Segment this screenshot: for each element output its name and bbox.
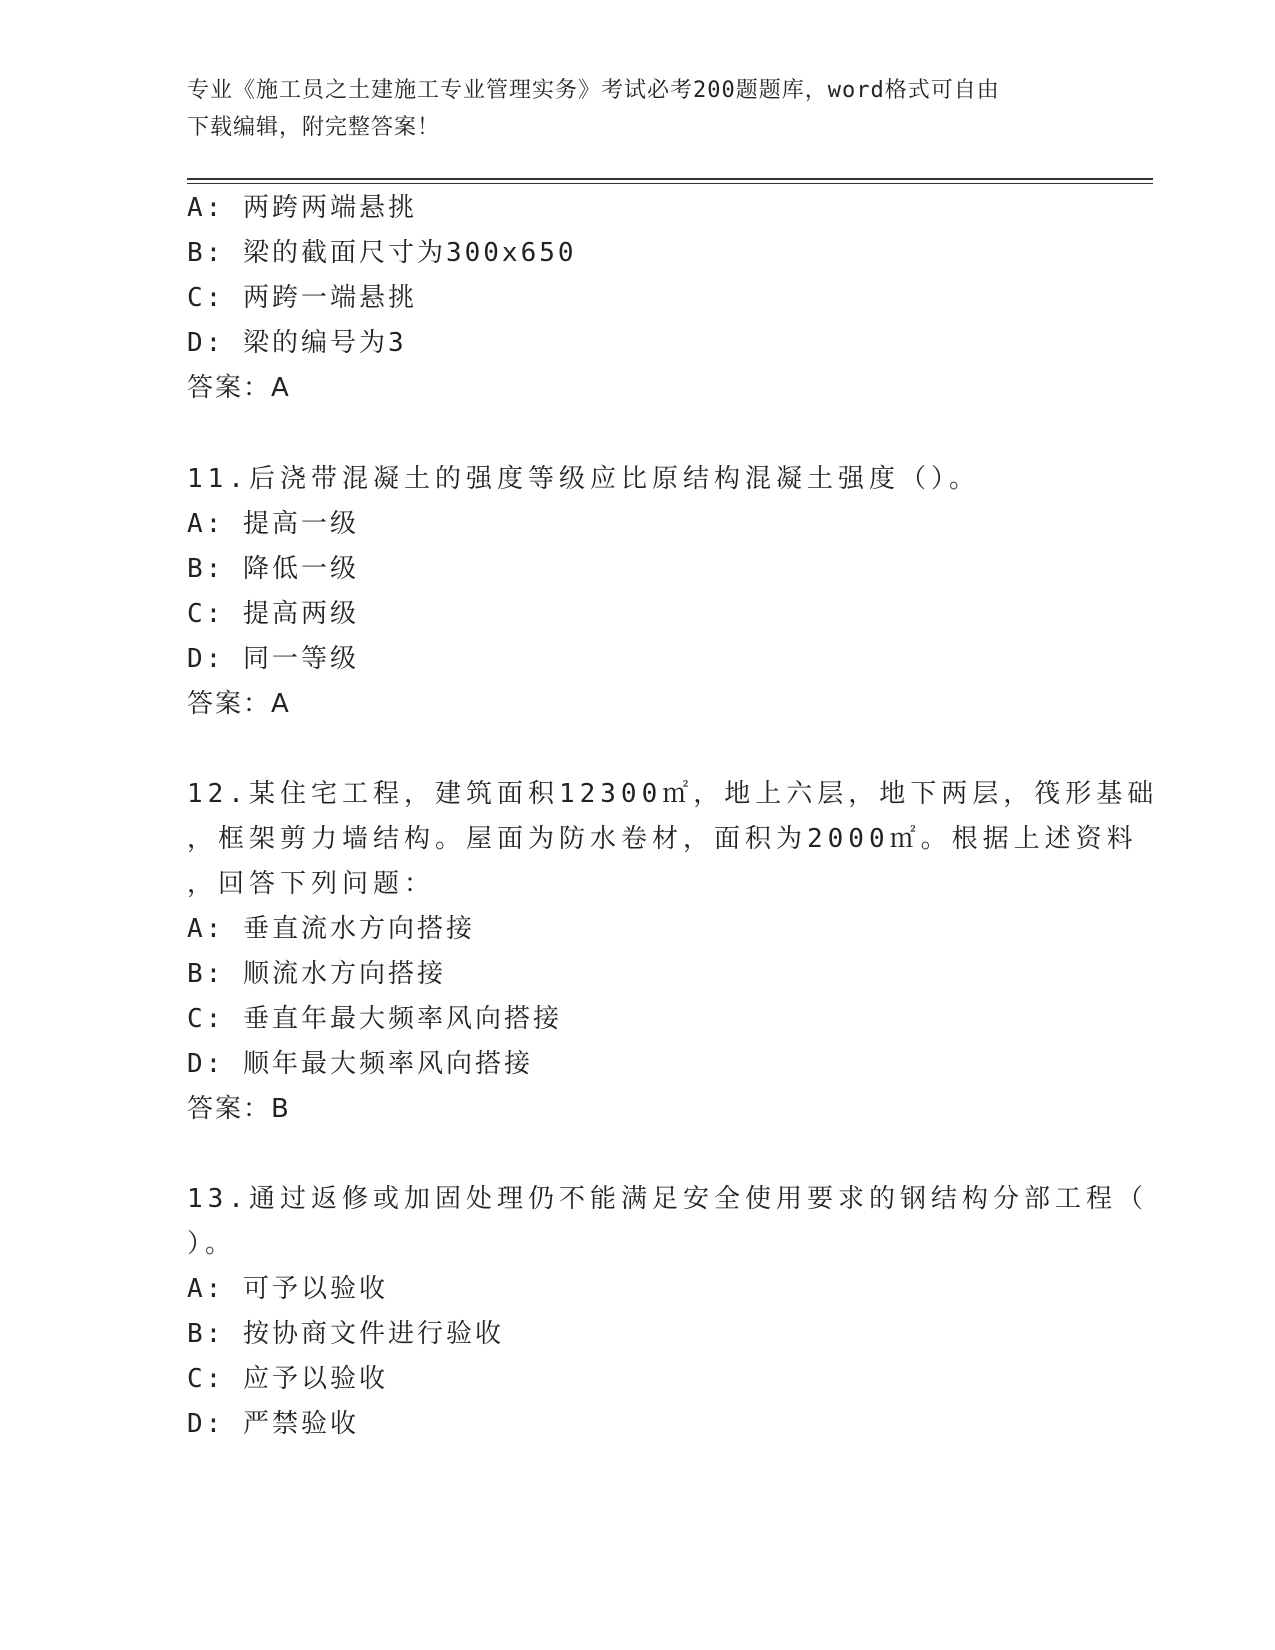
document-header bbox=[187, 72, 1067, 146]
q13-option-b: B: 按协商文件进行验收 bbox=[187, 1319, 504, 1349]
q11-question: 11.后浇带混凝土的强度等级应比原结构混凝土强度（）。 bbox=[187, 464, 980, 494]
q12-question-line-1: 12.某住宅工程，建筑面积12300㎡，地上六层，地下两层，筏形基础 bbox=[187, 779, 1159, 809]
q13-option-d: D: 严禁验收 bbox=[187, 1409, 359, 1439]
q11-option-c: C: 提高两级 bbox=[187, 599, 359, 629]
q11-option-b: B: 降低一级 bbox=[187, 554, 359, 584]
header-divider bbox=[187, 178, 1153, 180]
q10-option-b: B: 梁的截面尺寸为300x650 bbox=[187, 238, 577, 268]
q11-answer: 答案：A bbox=[187, 689, 291, 719]
q11-option-a: A: 提高一级 bbox=[187, 509, 359, 539]
q10-option-c: C: 两跨一端悬挑 bbox=[187, 283, 417, 313]
q12-option-c: C: 垂直年最大频率风向搭接 bbox=[187, 1004, 562, 1034]
q13-question-line-2: ）。 bbox=[187, 1229, 237, 1259]
q10-option-d: D: 梁的编号为3 bbox=[187, 328, 407, 358]
q12-question-line-3: ，回答下列问题： bbox=[187, 869, 436, 899]
q10-answer: 答案：A bbox=[187, 373, 291, 403]
q12-question-line-2: ，框架剪力墙结构。屋面为防水卷材，面积为2000㎡。根据上述资料 bbox=[187, 824, 1138, 854]
q12-option-a: A: 垂直流水方向搭接 bbox=[187, 914, 475, 944]
header-divider-thin bbox=[187, 183, 1153, 184]
q13-option-c: C: 应予以验收 bbox=[187, 1364, 388, 1394]
q13-question-line-1: 13.通过返修或加固处理仍不能满足安全使用要求的钢结构分部工程（ bbox=[187, 1184, 1148, 1214]
q13-option-a: A: 可予以验收 bbox=[187, 1274, 388, 1304]
header-line-2: 下载编辑，附完整答案！ bbox=[187, 115, 441, 140]
q12-option-d: D: 顺年最大频率风向搭接 bbox=[187, 1049, 533, 1079]
q12-option-b: B: 顺流水方向搭接 bbox=[187, 959, 446, 989]
q12-answer: 答案：B bbox=[187, 1094, 291, 1124]
q10-option-a: A: 两跨两端悬挑 bbox=[187, 193, 417, 223]
header-line-1: 专业《施工员之土建施工专业管理实务》考试必考200题题库，word格式可自由 bbox=[187, 78, 1000, 103]
q11-option-d: D: 同一等级 bbox=[187, 644, 359, 674]
